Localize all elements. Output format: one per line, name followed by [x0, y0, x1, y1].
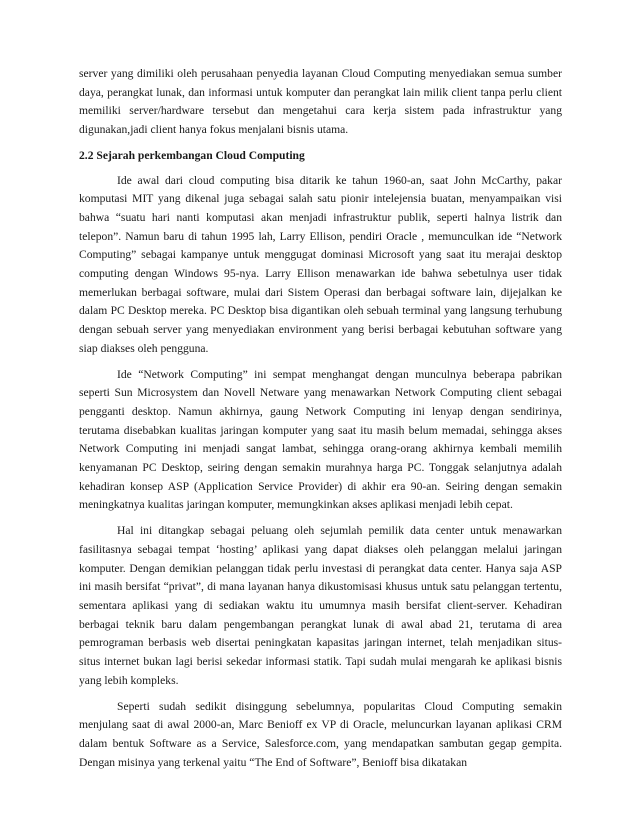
body-paragraph-1: Ide awal dari cloud computing bisa ditarik ke tahun 1960-an, saat John McCarthy, pakar komputasi MIT yang dikenal juga sebagai salah satu pionir intelejensia buatan, menyampaikan visi bahwa “suatu hari nanti komputasi akan menjadi infrastruktur publik, seperti halnya listrik dan telepon”. Namun baru di tahun 1995 lah, Larry Ellison, pendiri Oracle , memunculkan ide “Network Computing” sebagai kampanye untuk menggugat dominasi Microsoft yang saat itu merajai desktop computing dengan Windows 95-nya. Larry Ellison menawarkan ide bahwa sebetulnya user tidak memerlukan berbagai software, mulai dari Sistem Operasi dan berbagai software lain, dijejalkan ke dalam PC Desktop mereka. PC Desktop bisa digantikan oleh sebuah terminal yang langsung terhubung dengan sebuah server yang menyediakan environment yang berisi berbagai kebutuhan software yang siap diakses oleh pengguna.	[79, 173, 562, 355]
body-paragraph-4: Seperti sudah sedikit disinggung sebelumnya, popularitas Cloud Computing semakin menjulang saat di awal 2000-an, Marc Benioff ex VP di Oracle, meluncurkan layanan aplikasi CRM dalam bentuk Software as a Service, Salesforce.com, yang mendapatkan sambutan gegap gempita. Dengan misinya yang terkenal yaitu “The End of Software”, Benioff bisa dikatakan	[79, 699, 562, 769]
body-paragraph-3: Hal ini ditangkap sebagai peluang oleh sejumlah pemilik data center untuk menawarkan fasilitasnya sebagai tempat ‘hosting’ aplikasi yang dapat diakses oleh pelanggan melalui jaringan komputer. Dengan demikian pelanggan tidak perlu investasi di perangkat data center. Hanya saja ASP ini masih bersifat “privat”, di mana layanan hanya dikustomisasi khusus untuk satu pelanggan tertentu, sementara aplikasi yang di sediakan waktu itu umumnya masih bersifat client-server. Kehadiran berbagai teknik baru dalam pengembangan perangkat lunak di awal abad 21, terutama di area pemrograman berbasis web disertai peningkatan kapasitas jaringan internet, telah menjadikan situs-situs internet bukan lagi berisi sekedar informasi statik. Tapi sudah mulai mengarah ke aplikasi bisnis yang lebih kompleks.	[79, 524, 562, 687]
section-heading: 2.2 Sejarah perkembangan Cloud Computing	[79, 148, 305, 162]
intro-paragraph: server yang dimiliki oleh perusahaan penyedia layanan Cloud Computing menyediakan semua sumber daya, perangkat lunak, dan informasi untuk komputer dan perangkat lain milik client tanpa perlu client memiliki server/hardware tersebut dan mengetahui cara kerja sistem pada infrastruktur yang digunakan,jadi client hanya fokus menjalani bisnis utama.	[79, 67, 562, 137]
body-paragraph-2: Ide “Network Computing” ini sempat menghangat dengan munculnya beberapa pabrikan seperti Sun Microsystem dan Novell Netware yang menawarkan Network Computing client sebagai pengganti desktop. Namun akhirnya, gaung Network Computing ini lenyap dengan sendirinya, terutama disebabkan kualitas jaringan komputer yang saat itu masih belum memadai, sehingga akses Network Computing ini menjadi sangat lambat, sehingga orang-orang akhirnya kembali memilih kenyamanan PC Desktop, seiring dengan semakin murahnya harga PC. Tonggak selanjutnya adalah kehadiran konsep ASP (Application Service Provider) di akhir era 90-an. Seiring dengan semakin meningkatnya kualitas jaringan komputer, memungkinkan akses aplikasi menjadi lebih cepat.	[79, 367, 562, 512]
document-page	[79, 65, 562, 779]
